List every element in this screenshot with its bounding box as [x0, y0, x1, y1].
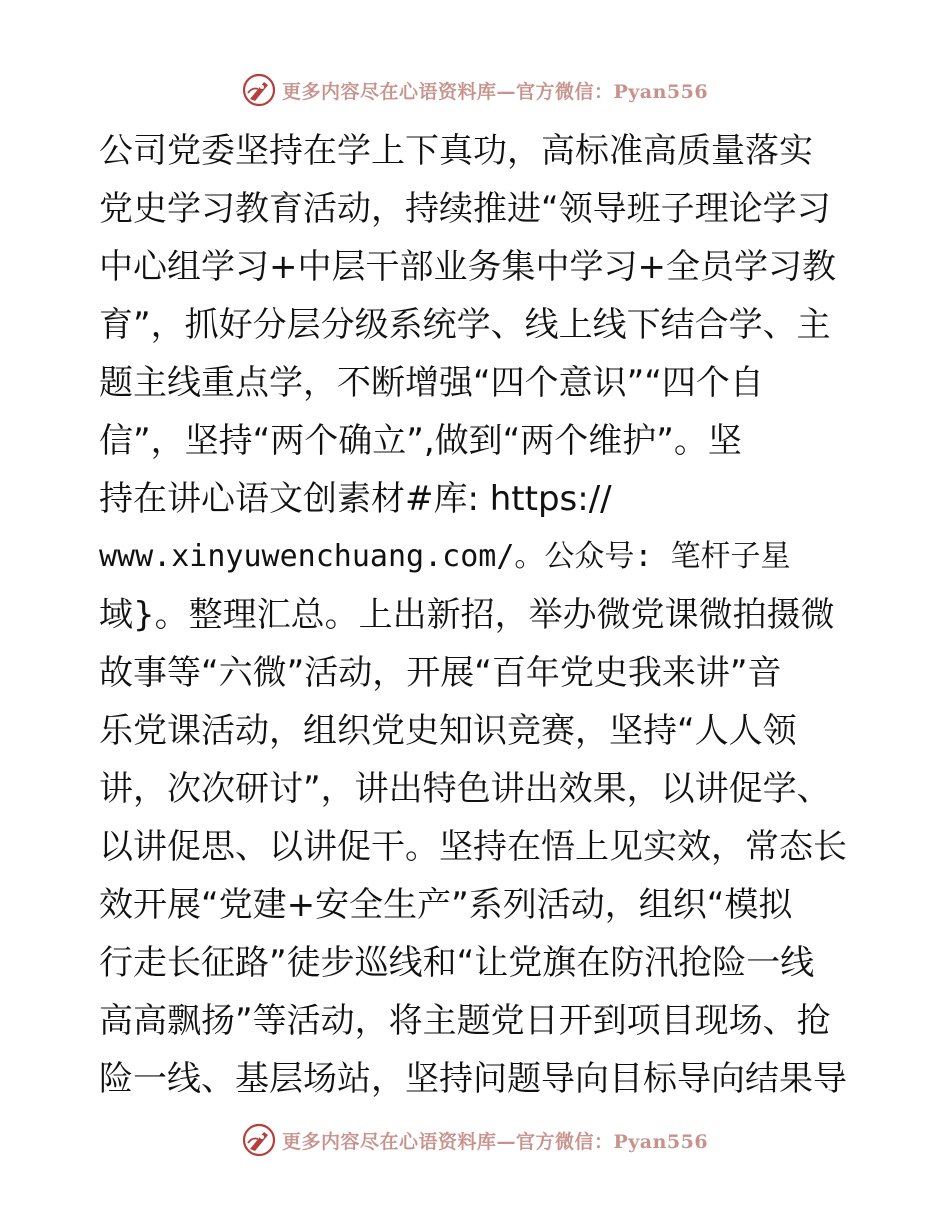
- document-line: 乐党课活动，组织党史知识竞赛，坚持“人人领: [99, 711, 797, 751]
- header-watermark-text: 更多内容尽在心语资料库—官方微信：Pyan556: [281, 80, 709, 103]
- document-line: 险一线、基层场站，坚持问题导向目标导向结果导: [99, 1059, 847, 1099]
- header-watermark-banner: [0, 70, 950, 110]
- document-line: 行走长征路”徒步巡线和“让党旗在防汛抢险一线: [99, 943, 815, 983]
- document-line: 中心组学习+中层干部业务集中学习+全员学习教: [99, 247, 836, 287]
- document-line: 高高飘扬”等活动，将主题党日开到项目现场、抢: [99, 1001, 831, 1041]
- document-line: 党史学习教育活动，持续推进“领导班子理论学习: [99, 189, 831, 229]
- footer-watermark-banner: [0, 1120, 950, 1160]
- document-line: 题主线重点学，不断增强“四个意识”“四个自: [99, 363, 764, 403]
- document-line: 育”，抓好分层分级系统学、线上线下结合学、主: [99, 305, 831, 345]
- document-line: 持在讲心语文创素材#库: https://: [99, 479, 612, 519]
- document-line: 以讲促思、以讲促干。坚持在悟上见实效，常态长: [99, 827, 847, 867]
- document-line: 故事等“六微”活动，开展“百年党史我来讲”音: [99, 653, 782, 693]
- pen-nib-logo-icon: [242, 1123, 276, 1157]
- document-body: [99, 122, 851, 1108]
- document-line: 效开展“党建+安全生产”系列活动，组织“模拟: [99, 885, 793, 925]
- footer-watermark-text: 更多内容尽在心语资料库—官方微信：Pyan556: [281, 1130, 709, 1153]
- document-line: 信”，坚持“两个确立”,做到“两个维护”。坚: [99, 421, 742, 461]
- pen-nib-logo-icon: [242, 73, 276, 107]
- document-line: 讲，次次研讨”，讲出特色讲出效果，以讲促学、: [99, 769, 831, 809]
- document-line: 域}。整理汇总。上出新招，举办微党课微拍摄微: [99, 595, 835, 635]
- document-line-url: www.xinyuwenchuang.com/。公众号: 笔杆子星: [99, 539, 791, 574]
- document-line: 公司党委坚持在学上下真功，高标准高质量落实: [99, 131, 813, 171]
